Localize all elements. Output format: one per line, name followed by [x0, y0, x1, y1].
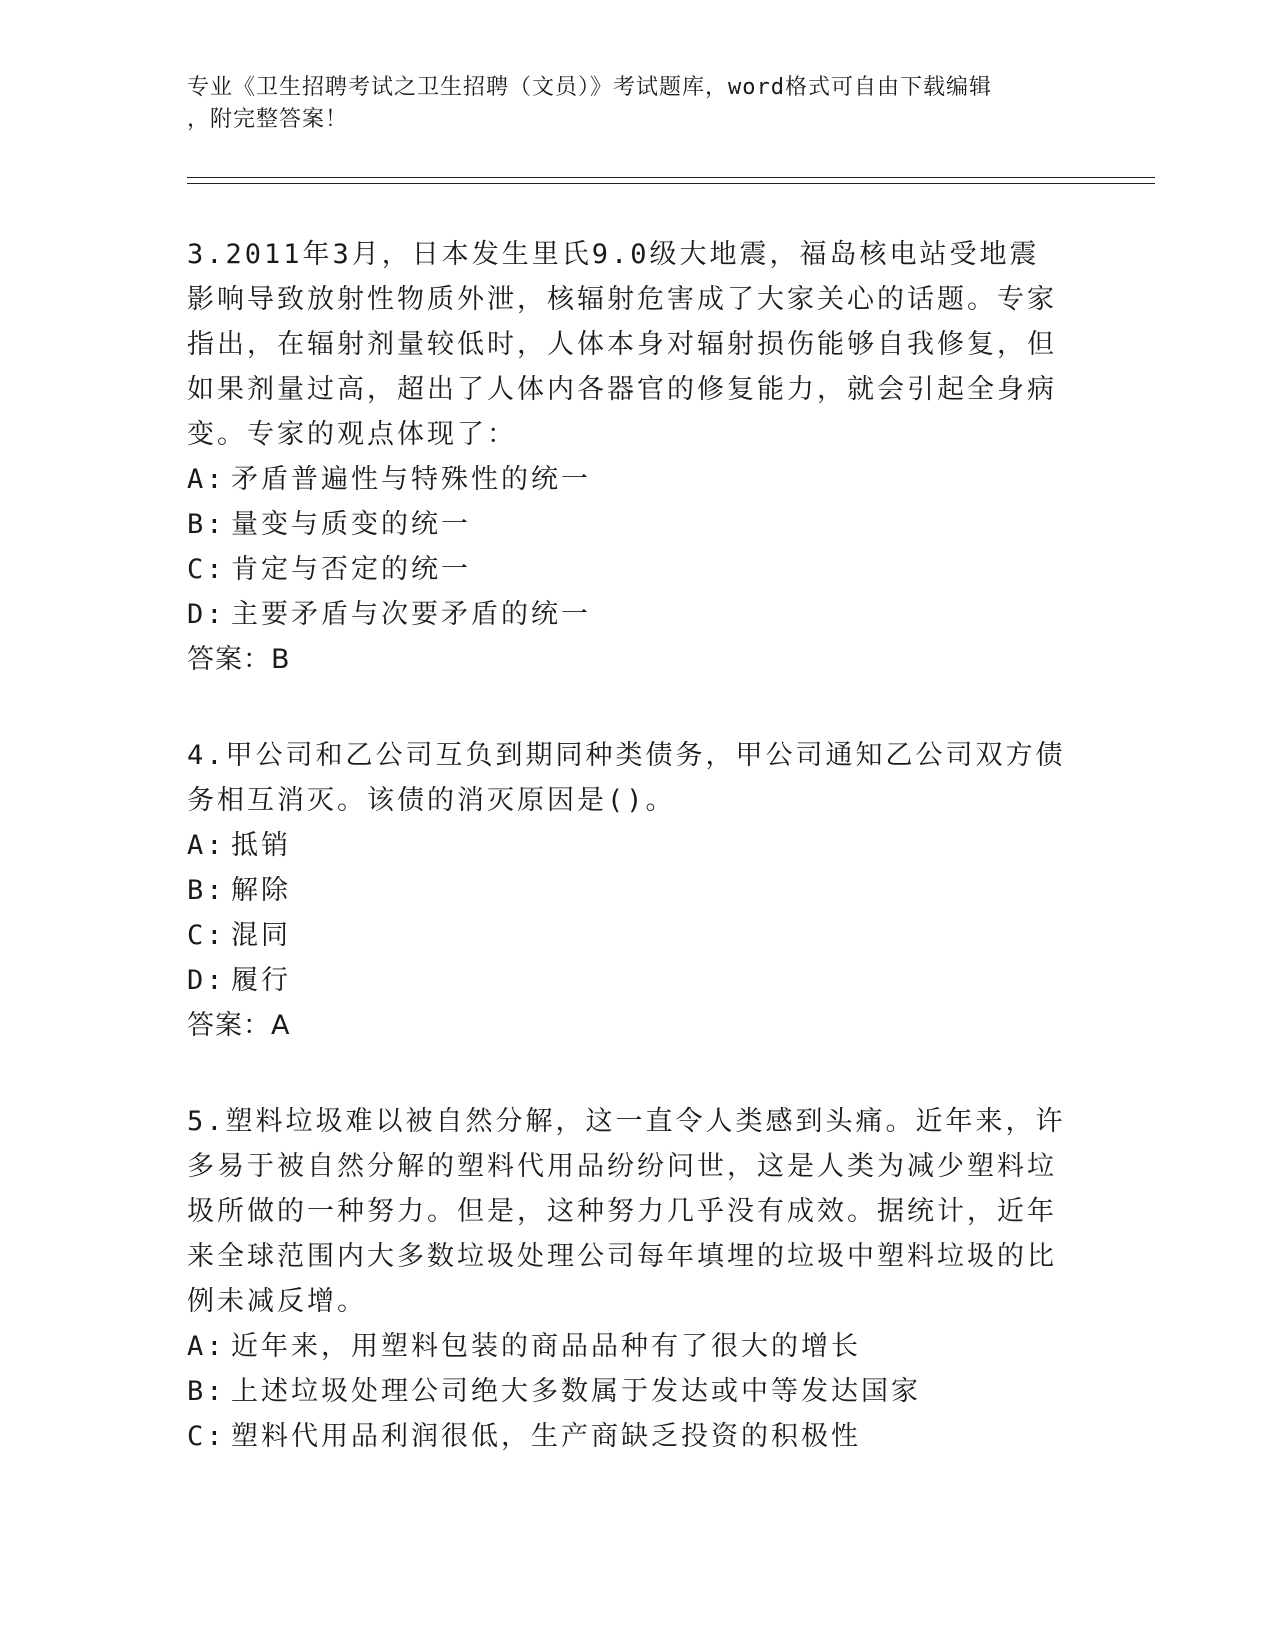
question-stem: 4.甲公司和乙公司互负到期同种类债务，甲公司通知乙公司双方债务相互消灭。该债的消灭原因是()。	[187, 740, 1066, 816]
option-text: 肯定与否定的统一	[231, 554, 471, 585]
option-c	[187, 913, 1067, 958]
question-3	[187, 232, 1067, 682]
header-line-2: ，附完整答案！	[187, 107, 349, 132]
option-key: D:	[187, 965, 226, 996]
option-d	[187, 958, 1067, 1003]
option-key: A:	[187, 830, 226, 861]
header-line-1: 专业《卫生招聘考试之卫生招聘（文员）》考试题库，word格式可自由下载编辑	[187, 75, 992, 100]
answer-line: 答案：A	[187, 1010, 291, 1041]
option-c	[187, 547, 1067, 592]
question-stem: 5.塑料垃圾难以被自然分解，这一直令人类感到头痛。近年来，许多易于被自然分解的塑料代用品纷纷问世，这是人类为减少塑料垃圾所做的一种努力。但是，这种努力几乎没有成效。据统计，近年来全球范围内大多数垃圾处理公司每年填埋的垃圾中塑料垃圾的比例未减反增。	[187, 1106, 1066, 1317]
option-text: 主要矛盾与次要矛盾的统一	[231, 599, 591, 630]
option-c	[187, 1414, 1067, 1459]
option-text: 上述垃圾处理公司绝大多数属于发达或中等发达国家	[231, 1376, 921, 1407]
option-key: B:	[187, 509, 226, 540]
question-4	[187, 733, 1067, 1048]
option-key: A:	[187, 1331, 226, 1362]
option-text: 量变与质变的统一	[231, 509, 471, 540]
option-a	[187, 823, 1067, 868]
option-text: 近年来，用塑料包装的商品品种有了很大的增长	[231, 1331, 861, 1362]
option-d	[187, 592, 1067, 637]
option-key: A:	[187, 464, 226, 495]
option-b	[187, 1369, 1067, 1414]
document-header-note	[187, 72, 1067, 136]
option-text: 混同	[231, 920, 291, 951]
header-divider-top	[187, 177, 1155, 178]
answer-line: 答案：B	[187, 644, 291, 675]
option-key: B:	[187, 1376, 226, 1407]
option-text: 解除	[231, 875, 291, 906]
option-key: C:	[187, 920, 226, 951]
header-divider-bottom	[187, 183, 1155, 184]
option-text: 抵销	[231, 830, 291, 861]
question-stem: 3.2011年3月，日本发生里氏9.0级大地震，福岛核电站受地震影响导致放射性物质外泄，核辐射危害成了大家关心的话题。专家指出，在辐射剂量较低时，人体本身对辐射损伤能够自我修复，但如果剂量过高，超出了人体内各器官的修复能力，就会引起全身病变。专家的观点体现了：	[187, 239, 1057, 450]
option-key: B:	[187, 875, 226, 906]
option-b	[187, 868, 1067, 913]
option-key: C:	[187, 554, 226, 585]
option-a	[187, 457, 1067, 502]
option-key: D:	[187, 599, 226, 630]
option-key: C:	[187, 1421, 226, 1452]
question-5	[187, 1099, 1067, 1459]
option-b	[187, 502, 1067, 547]
option-text: 履行	[231, 965, 291, 996]
option-a	[187, 1324, 1067, 1369]
option-text: 塑料代用品利润很低，生产商缺乏投资的积极性	[231, 1421, 861, 1452]
option-text: 矛盾普遍性与特殊性的统一	[231, 464, 591, 495]
